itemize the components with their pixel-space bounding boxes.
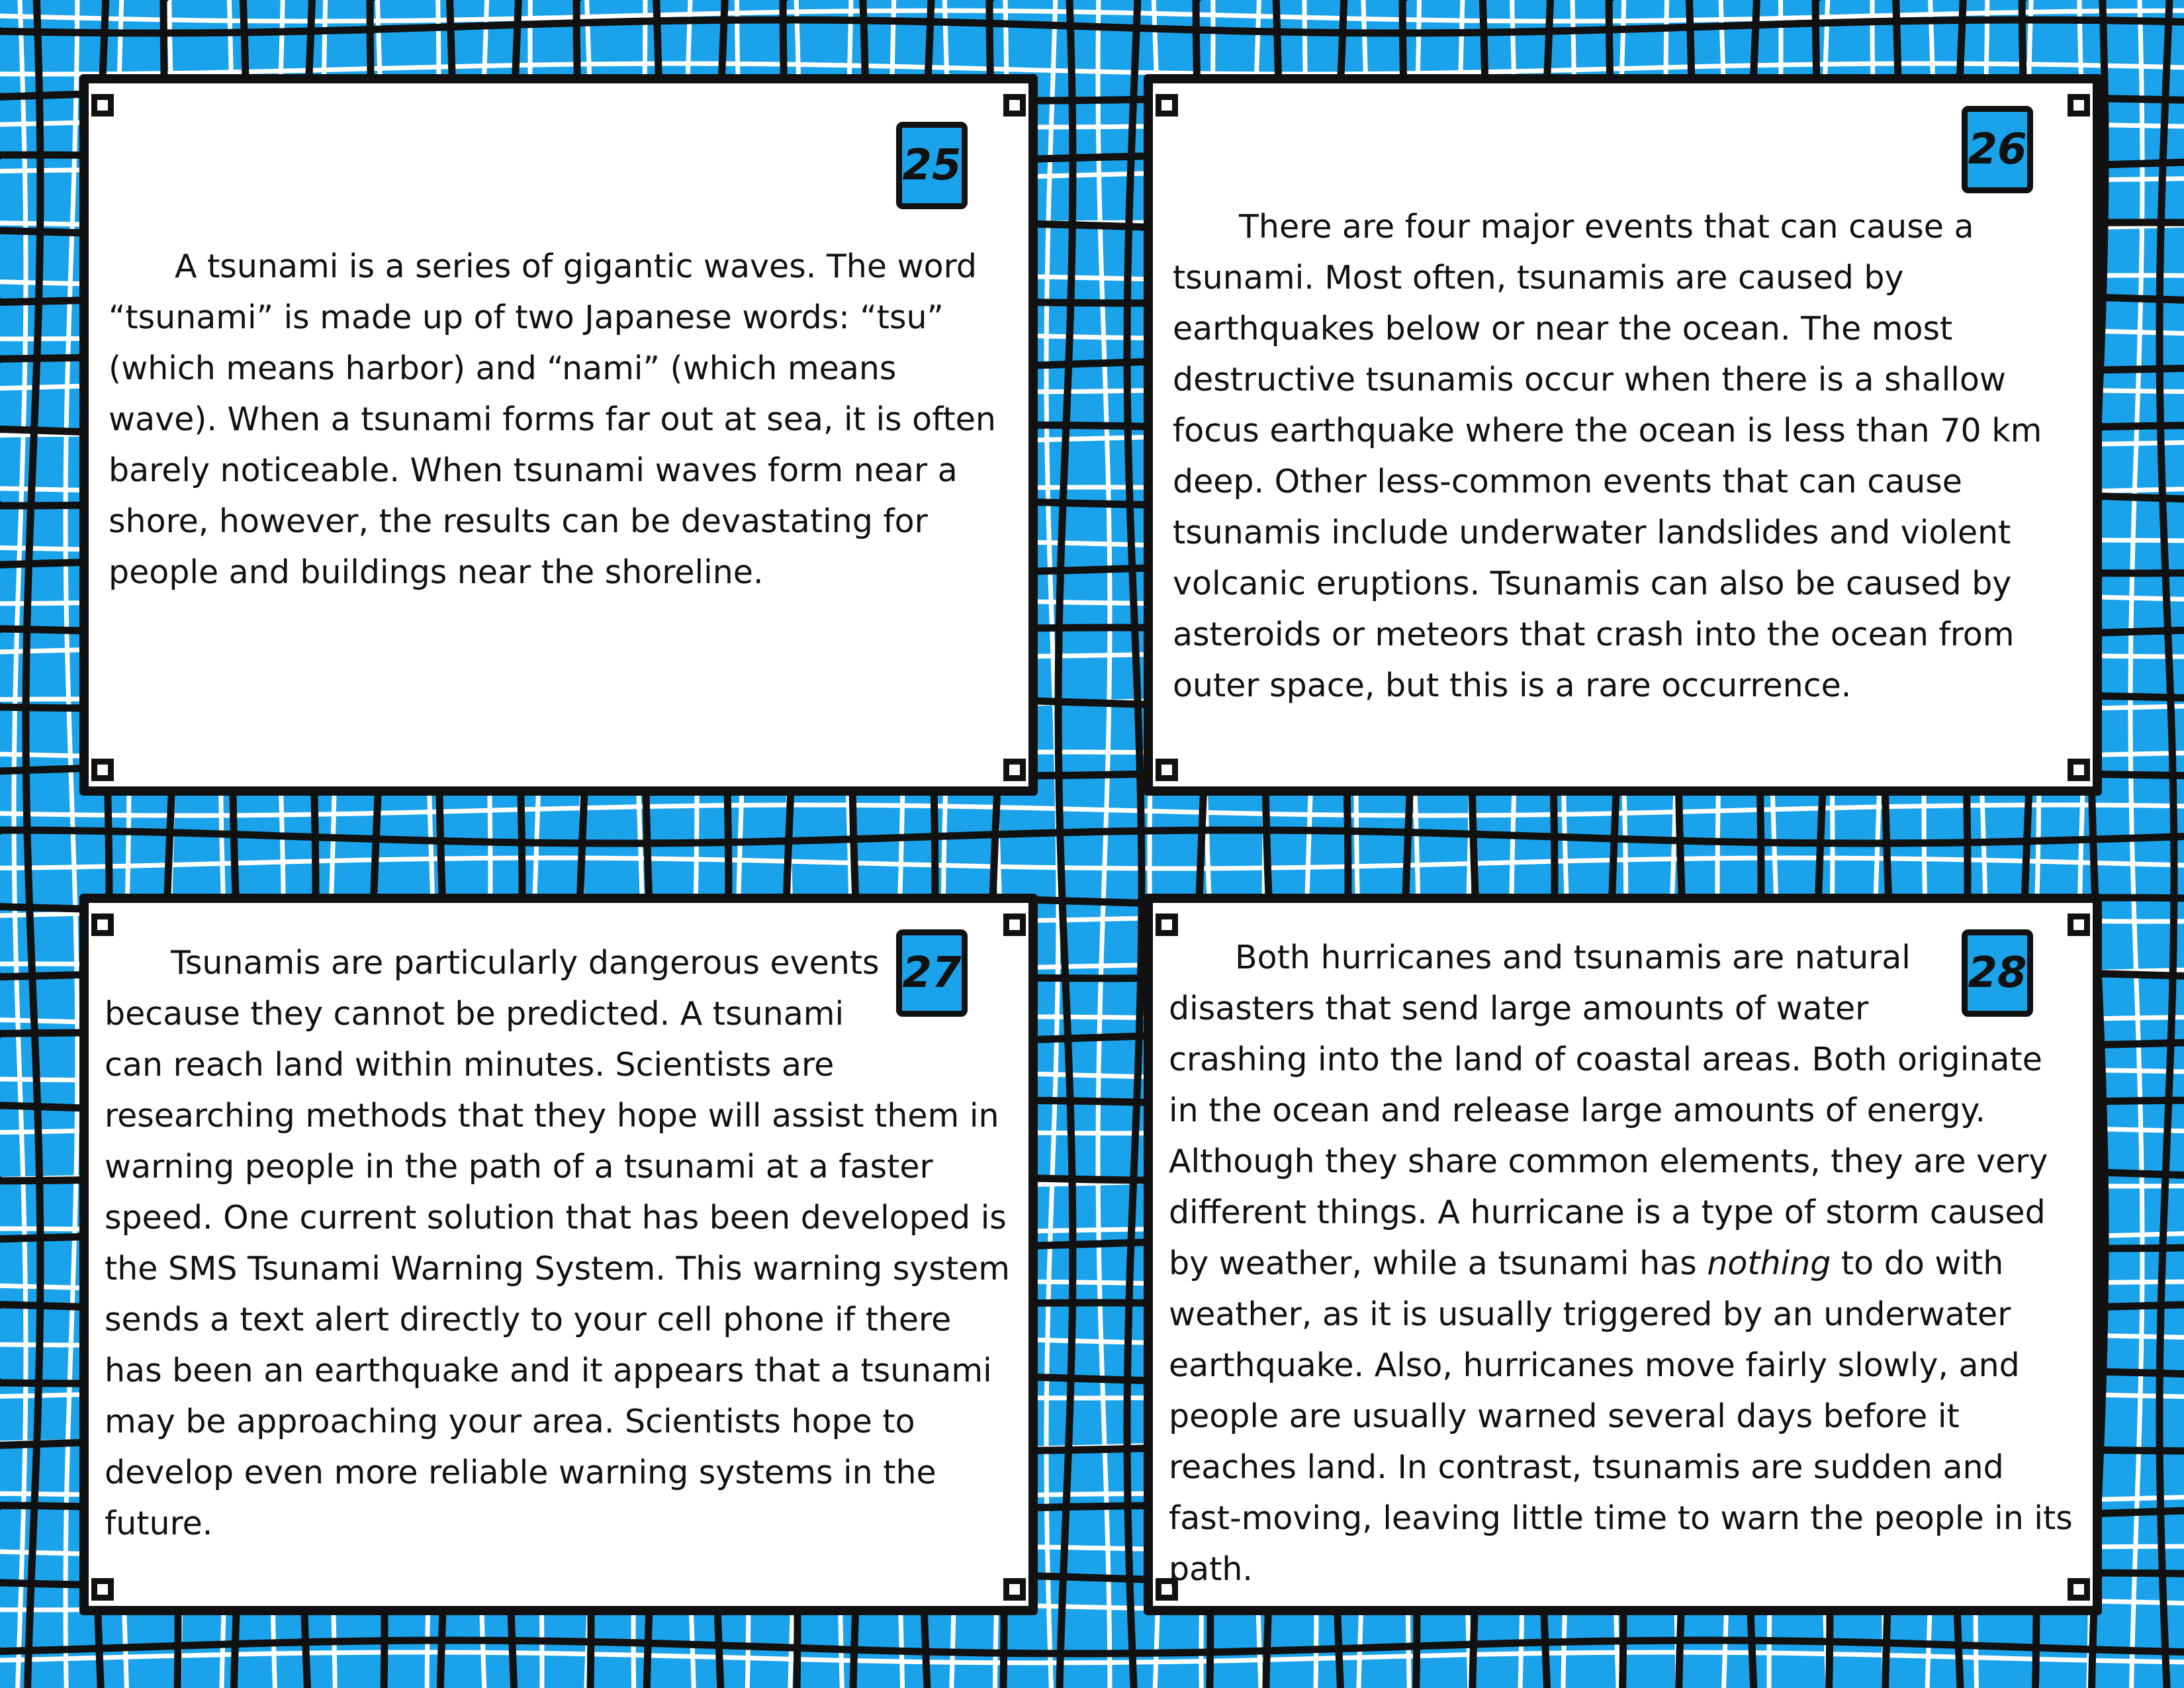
card-text-body: Tsunamis are particularly dangerous events because they cannot be predicted. A tsunami can reach land within minutes. Scientists are researching methods that they hope will assist them in warning people in the path of a tsunami at a faster speed. One current solution that has been developed is the SMS Tsunami Warning System. This warning system sends a text alert directly to your cell phone if there has been an earthquake and it appears that a tsunami may be approaching your area. Scientists hope to develop even more reliable warning systems in the future.: [105, 944, 1011, 1542]
badge-spacer: [899, 937, 1011, 1037]
card-text-after-emphasis: to do with weather, as it is usually triggered by an underwater earthquake. Also, hurricanes move fairly slowly, and people are usually warned several days before it reaches land. In contrast, tsunamis are sudden and fast-moving, leaving little time to warn the people in its path.: [1169, 1244, 2073, 1588]
corner-square-icon: [1003, 94, 1026, 117]
corner-square-icon: [1003, 759, 1026, 781]
card-number-badge: 25: [896, 122, 968, 209]
corner-square-icon: [1003, 1578, 1026, 1601]
card-text: A tsunami is a series of gigantic waves. The word “tsunami” is made up of two Japanese words: “tsu” (which means harbor) and “nami” (which means wave). When a tsunami forms far out at sea, it is often barely noticeable. When tsunami waves form near a shore, however, the results can be devastating for people and buildings near the shoreline.: [109, 248, 996, 591]
card-number-badge: 27: [896, 929, 968, 1017]
corner-square-icon: [1003, 914, 1026, 936]
corner-square-icon: [91, 1578, 114, 1601]
card-text: [1169, 932, 2075, 1595]
card-number-badge: 28: [1962, 929, 2033, 1017]
badge-spacer: [1963, 932, 2075, 1031]
corner-square-icon: [1156, 94, 1178, 117]
corner-square-icon: [91, 94, 114, 117]
corner-square-icon: [1156, 759, 1178, 781]
task-card-25: [79, 74, 1038, 796]
corner-square-icon: [91, 759, 114, 781]
task-card-27: [79, 894, 1038, 1615]
corner-square-icon: [2068, 759, 2090, 781]
task-card-26: [1144, 74, 2102, 796]
card-text: [105, 937, 1011, 1549]
card-number-badge: 26: [1962, 106, 2033, 193]
emphasized-word: nothing: [1707, 1244, 1831, 1282]
card-text: There are four major events that can cause a tsunami. Most often, tsunamis are caused by earthquakes below or near the ocean. The most destructive tsunamis occur when there is a shallow focus earthquake where the ocean is less than 70 km deep. Other less-common events that can cause tsunamis include underwater landslides and violent volcanic eruptions. Tsunamis can also be caused by asteroids or meteors that crash into the ocean from outer space, but this is a rare occurrence.: [1173, 208, 2042, 704]
corner-square-icon: [2068, 94, 2090, 117]
card-text-before-emphasis: Both hurricanes and tsunamis are natural disasters that send large amounts of water crashing into the land of coastal areas. Both originate in the ocean and release large amounts of energy. Although they share common elements, they are very different things. A hurricane is a type of storm caused by weather, while a tsunami has: [1169, 939, 2048, 1282]
task-card-28: [1144, 894, 2102, 1615]
corner-square-icon: [91, 914, 114, 936]
